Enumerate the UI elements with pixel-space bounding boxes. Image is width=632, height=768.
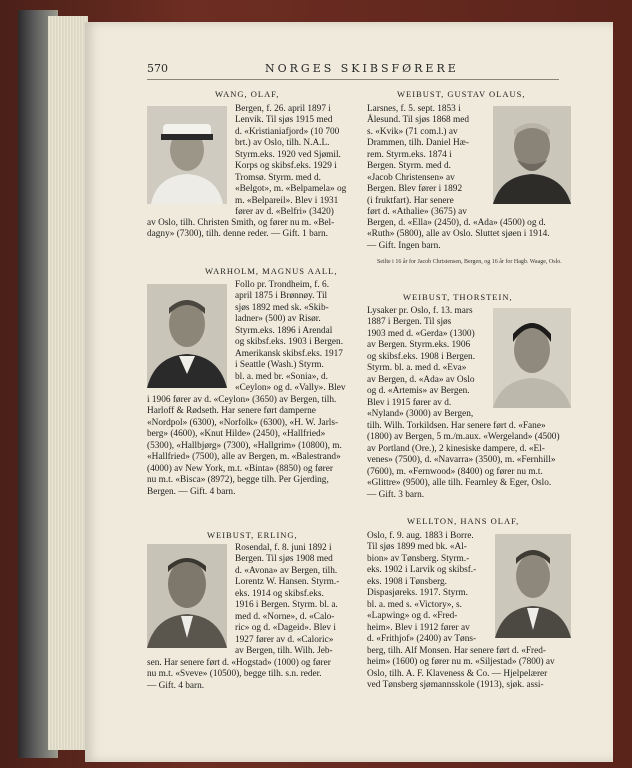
portrait-icon bbox=[495, 534, 571, 638]
portrait-icon bbox=[493, 308, 571, 408]
portrait-icon bbox=[147, 284, 227, 388]
portrait-weibust-gustav-olaus bbox=[493, 106, 571, 204]
entry-bio-cont-wang-olaf: av Oslo, tilh. Christen Smith, og fører nu m. «Bel- dagny» (7300), tilh. denne reder. — Gift. 1 barn. bbox=[147, 218, 335, 240]
portrait-wellton-hans-olaf bbox=[495, 534, 571, 638]
portrait-icon bbox=[147, 544, 227, 648]
entry-bio-weibust-gustav-olaus: Larsnes, f. 5. sept. 1853 i Ålesund. Til sjøs 1868 med s. «Kvik» (71 com.l.) av Drammen, tilh. Daniel Hæ- rem. Styrm.eks. 1874 i Bergen. Styrm. med d. «Jacob Christensen» av Bergen. Blev fører i 1892 (i fruktfart). Har senere ført d. «Athalie» (3675) av bbox=[367, 104, 470, 218]
entry-bio-wellton-hans-olaf: Oslo, f. 9. aug. 1883 i Borre. Til sjøs 1899 med bk. «Al- bion» av Tønsberg. Styrm.- eks. 1902 i Larvik og skibsf.- eks. 1908 i Tønsberg. Dispasjøreks. 1917. Styrm. bl. a. med s. «Victory», s. «Lapwing» og d. «Fred- heim». Blev i 1912 fører av d. «Frithjof» (2400) av Tøns- bbox=[367, 531, 477, 645]
running-title: NORGES SKIBSFØRERE bbox=[265, 62, 459, 75]
entry-bio-wang-olaf: Bergen, f. 26. april 1897 i Lenvik. Til sjøs 1915 med d. «Kristianiafjord» (10 700 brt.) av Oslo, tilh. N.A.L. Styrm.eks. 1920 ved Sjømil. Korps og skibsf.eks. 1929 i Tromsø. Styrm. med d. «Belgot», m. «Belpamela» og m. «Belpareil». Blev i 1931 fører av d. «Belfri» (3420) bbox=[235, 104, 347, 218]
book-page bbox=[85, 22, 613, 762]
entry-bio-weibust-erling: Rosendal, f. 8. juni 1892 i Bergen. Til sjøs 1908 med d. «Avona» av Bergen, tilh. Lorentz W. Hansen. Styrm.- eks. 1914 og skibsf.eks. 1916 i Bergen. Styrm. bl. a. med d. «Norne», d. «Calo- ric» og d. «Dageid». Blev i 1927 fører av d. «Caloric» av Bergen, tilh. Wilh. Jeb- bbox=[235, 543, 340, 657]
entry-name-weibust-gustav-olaus: WEIBUST, GUSTAV OLAUS, bbox=[397, 89, 526, 99]
page-header bbox=[147, 62, 559, 80]
entry-bio-cont-weibust-thorstein: tilh. Wilh. Torkildsen. Har senere ført d. «Fane» (1800) av Bergen, 5 m./m.aux. «Wergeland» (4500) av Portland (Ore.), 2 kinesiske dampere, d. «El- venes» (7500), d. «Navarra» (3500), m. «Fernhill» (7600), m. «Fernwood» (8400) og fører nu m.t. «Glittre» (9500), alle tilh. Fearnley & Eger, Oslo. — Gift. 3 barn. bbox=[367, 421, 560, 500]
entry-name-weibust-erling: WEIBUST, ERLING, bbox=[207, 530, 298, 540]
entry-name-weibust-thorstein: WEIBUST, THORSTEIN, bbox=[403, 292, 513, 302]
entry-bio-cont-weibust-erling: sen. Har senere ført d. «Hogstad» (1000) og fører nu m.t. «Sveve» (10500), begge tilh. s.n. reder. — Gift. 4 barn. bbox=[147, 658, 331, 691]
portrait-weibust-thorstein bbox=[493, 308, 571, 408]
portrait-warholm-magnus-aall bbox=[147, 284, 227, 388]
entry-name-warholm-magnus-aall: WARHOLM, MAGNUS AALL, bbox=[205, 266, 338, 276]
entry-name-wang-olaf: WANG, OLAF, bbox=[215, 89, 280, 99]
page-number: 570 bbox=[147, 62, 168, 75]
entry-name-wellton-hans-olaf: WELLTON, HANS OLAF, bbox=[407, 516, 520, 526]
portrait-icon bbox=[147, 106, 227, 204]
footnote-weibust-gustav-olaus: Seilte i 16 år for Jacob Christensen, Bergen, og 16 år for Hagb. Waage, Oslo. bbox=[377, 259, 562, 265]
entry-bio-cont-weibust-gustav-olaus: Bergen, d. «Ella» (2450), d. «Ada» (4500) og d. «Ruth» (5800), alle av Oslo. Sluttet sjøen i 1914. — Gift. Ingen barn. bbox=[367, 218, 550, 251]
portrait-weibust-erling bbox=[147, 544, 227, 648]
entry-bio-weibust-thorstein: Lysaker pr. Oslo, f. 13. mars 1887 i Bergen. Til sjøs 1903 med d. «Gerda» (1300) av Bergen. Styrm.eks. 1906 og skibsf.eks. 1908 i Bergen. Styrm. bl. a. med d. «Eva» av Bergen, d. «Ada» av Oslo og d. «Artemis» av Bergen. Blev i 1915 fører av d. «Nyland» (3000) av Bergen, bbox=[367, 306, 476, 420]
page-edges bbox=[48, 16, 88, 750]
entry-bio-cont-warholm-magnus-aall: i 1906 fører av d. «Ceylon» (3650) av Bergen, tilh. Harloff & Rødseth. Har senere ført damperne «Nordpol» (6300), «Norfolk» (6300), «H. W. Jarls- berg» (4600), «Knut Hilde» (2450), «Hallfried» (5300), «Hallbjørg» (7300), «Hallgrim» (10800), m. «Hallfried» (7500), alle av Bergen, m. «Balestrand» (4000) av New York, m.t. «Binta» (8850) og fører nu m.t. «Bisca» (8972), begge tilh. Per Gjerding, Bergen. — Gift. 4 barn. bbox=[147, 395, 342, 497]
entry-bio-warholm-magnus-aall: Follo pr. Trondheim, f. 6. april 1875 i Brønnøy. Til sjøs 1892 med sk. «Skib- ladner» (500) av Risør. Styrm.eks. 1896 i Arendal og skibsf.eks. 1903 i Bergen. Amerikansk skibsf.eks. 1917 i Seattle (Wash.) Styrm. bl. a. med br. «Sonia», d. «Ceylon» og d. «Vally». Blev bbox=[235, 280, 346, 394]
portrait-icon bbox=[493, 106, 571, 204]
entry-bio-cont-wellton-hans-olaf: berg, tilh. Alf Monsen. Har senere ført d. «Fred- heim» (1600) og fører nu m. «Siljestad» (7800) av Oslo, tilh. A. F. Klaveness & Co. — Hjelpelærer ved Tønsberg sjømannsskole (1913), sjøk. assi- bbox=[367, 646, 555, 691]
portrait-wang-olaf bbox=[147, 106, 227, 204]
